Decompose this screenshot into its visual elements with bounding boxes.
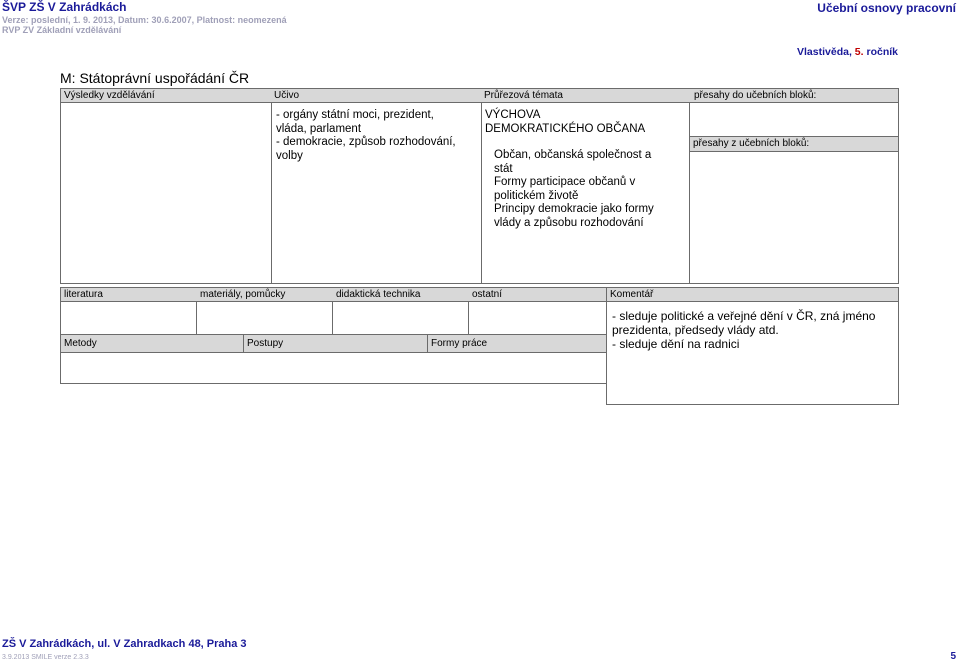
header-overlaps-from: přesahy z učebních bloků: [690, 137, 898, 151]
section-title: M: Státoprávní uspořádání ČR [60, 70, 250, 86]
header-materials: materiály, pomůcky [197, 288, 333, 301]
version-line: Verze: poslední, 1. 9. 2013, Datum: 30.6.2007, Platnost: neomezená [2, 15, 287, 25]
column-divider [481, 102, 482, 283]
grade-word: ročník [866, 46, 898, 58]
footer-address: ZŠ V Zahrádkách, ul. V Zahradkach 48, Praha 3 [2, 638, 247, 650]
resources-table [60, 287, 607, 384]
content-cell [276, 109, 456, 163]
resources-header-divider [61, 301, 606, 302]
theme-item: stát [494, 162, 513, 175]
content-line: vláda, parlament [276, 122, 362, 135]
document-type: Učební osnovy pracovní [817, 1, 956, 15]
column-divider [332, 301, 333, 334]
content-line: volby [276, 149, 303, 162]
column-divider [427, 335, 428, 352]
theme-heading: DEMOKRATICKÉHO OBČANA [485, 122, 646, 135]
curriculum-table [60, 88, 899, 284]
subject-name: Vlastivěda, [797, 46, 852, 58]
theme-heading: VÝCHOVA [485, 109, 541, 121]
comment-line: - sleduje politické a veřejné dění v ČR, zná jméno [612, 309, 876, 323]
column-divider [689, 102, 690, 283]
header-literature: literatura [61, 288, 197, 301]
comment-text [612, 309, 875, 351]
header-other: ostatní [469, 288, 606, 301]
theme-item: Principy demokracie jako formy [494, 203, 654, 215]
methods-header-band [61, 335, 606, 352]
header-technique: didaktická technika [333, 288, 469, 301]
themes-cell [485, 109, 654, 230]
school-name: ŠVP ZŠ V Zahrádkách [2, 0, 127, 14]
header-comment: Komentář [607, 288, 898, 301]
column-divider [271, 102, 272, 283]
column-divider [468, 301, 469, 334]
header-content: Učivo [271, 89, 481, 102]
comment-line: prezidenta, předsedy vlády atd. [612, 323, 779, 337]
column-divider [243, 335, 244, 352]
methods-header-divider [61, 352, 606, 353]
header-themes: Průřezová témata [481, 89, 691, 102]
subject-grade [797, 46, 898, 58]
content-line: - demokracie, způsob rozhodování, [276, 136, 456, 148]
grade-number: 5. [854, 46, 864, 58]
table-header-divider [61, 102, 898, 103]
content-line: - orgány státní moci, prezident, [276, 109, 434, 121]
column-divider [196, 301, 197, 334]
header-methods: Metody [64, 335, 97, 352]
theme-items [485, 149, 654, 230]
header-overlaps-to: přesahy do učebních bloků: [691, 89, 898, 102]
comment-line: - sleduje dění na radnici [612, 337, 740, 351]
theme-item: Občan, občanská společnost a [494, 149, 652, 161]
overlaps-divider [690, 151, 898, 152]
header-procedures: Postupy [247, 335, 283, 352]
header-outcomes: Výsledky vzdělávání [61, 89, 271, 102]
theme-item: Formy participace občanů v [494, 176, 636, 188]
rvp-line: RVP ZV Základní vzdělávání [2, 25, 122, 35]
comment-header-divider [607, 301, 898, 302]
theme-item: politickém životě [494, 189, 579, 202]
page-number: 5 [950, 651, 956, 662]
overlaps-divider [690, 136, 898, 137]
footer-software: 3.9.2013 SMILE verze 2.3.3 [2, 654, 89, 661]
header-forms: Formy práce [431, 335, 487, 352]
theme-item: vlády a způsobu rozhodování [494, 216, 644, 229]
comment-box [606, 287, 899, 405]
